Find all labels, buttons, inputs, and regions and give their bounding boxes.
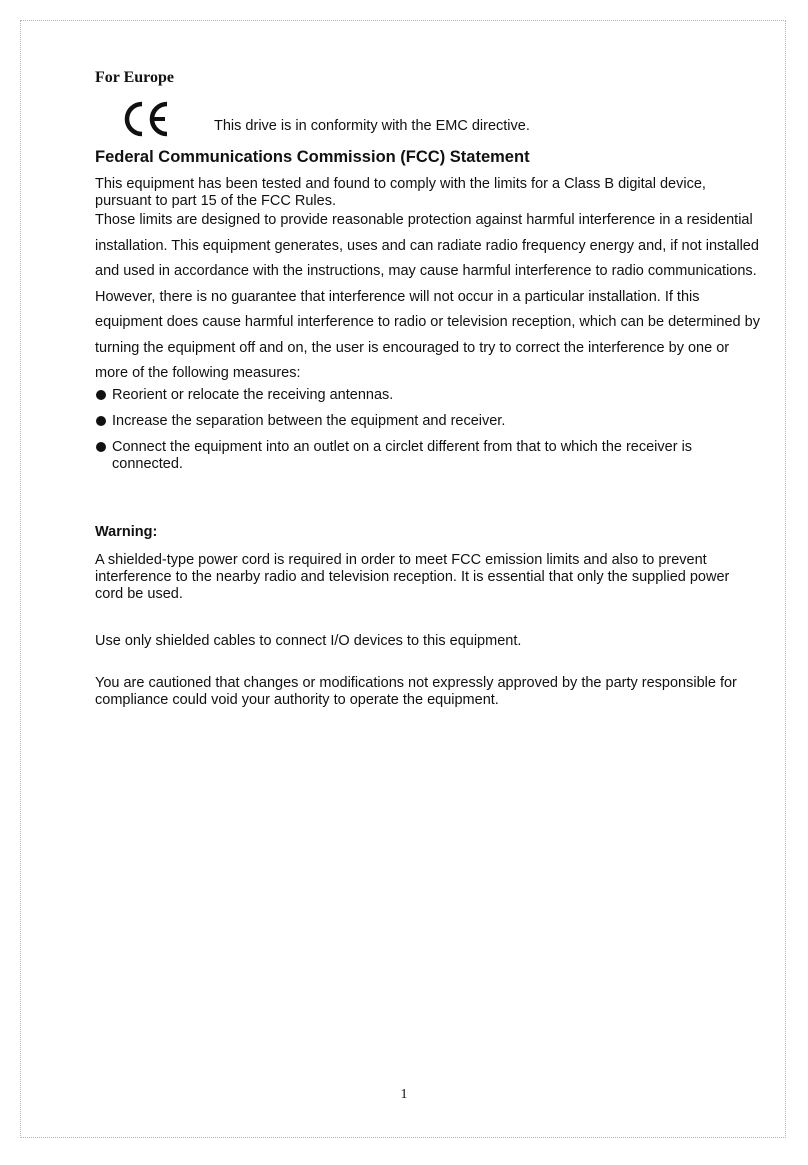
fcc-heading: Federal Communications Commission (FCC) Statement (95, 148, 530, 166)
power-cord-paragraph: A shielded-type power cord is required in order to meet FCC emission limits and also to prevent interference to the nearby radio and television reception. It is essential that only the supplied power cord be used. (95, 552, 730, 602)
bullet-dot-icon (96, 416, 106, 426)
measure-text: Reorient or relocate the receiving antennas. (112, 387, 394, 403)
fcc-intro-paragraph: This equipment has been tested and found to comply with the limits for a Class B digital device, pursuant to part 15 of the FCC Rules. (95, 176, 706, 209)
list-item (95, 387, 765, 404)
ce-mark-icon (121, 99, 171, 139)
list-item (95, 413, 765, 430)
measure-text: Connect the equipment into an outlet on a circlet different from that to which the receiver is connected. (112, 439, 693, 472)
warning-heading: Warning: (95, 524, 158, 540)
cables-paragraph: Use only shielded cables to connect I/O devices to this equipment. (95, 633, 522, 649)
page-number: 1 (400, 1087, 408, 1102)
fcc-limits-paragraph: Those limits are designed to provide reasonable protection against harmful interference in a residential installation. This equipment generates, uses and can radiate radio frequency energy and, if not installed and used in accordance with the instructions, may cause harmful interference to radio communications. However, there is no guarantee that interference will not occur in a particular installation. If this equipment does cause harmful interference to radio or television reception, which can be determined by turning the equipment off and on, the user is encouraged to try to correct the interference by one or more of the following measures: (95, 212, 760, 381)
document-page (20, 20, 786, 1138)
ce-statement: This drive is in conformity with the EMC directive. (214, 118, 530, 134)
measure-text: Increase the separation between the equipment and receiver. (112, 413, 506, 429)
list-item (95, 439, 765, 473)
bullet-dot-icon (96, 442, 106, 452)
modifications-paragraph: You are cautioned that changes or modifications not expressly approved by the party responsible for compliance could void your authority to operate the equipment. (95, 675, 737, 708)
europe-heading: For Europe (95, 69, 174, 86)
measures-list (95, 387, 765, 482)
ce-conformity-row (95, 99, 765, 145)
bullet-dot-icon (96, 390, 106, 400)
